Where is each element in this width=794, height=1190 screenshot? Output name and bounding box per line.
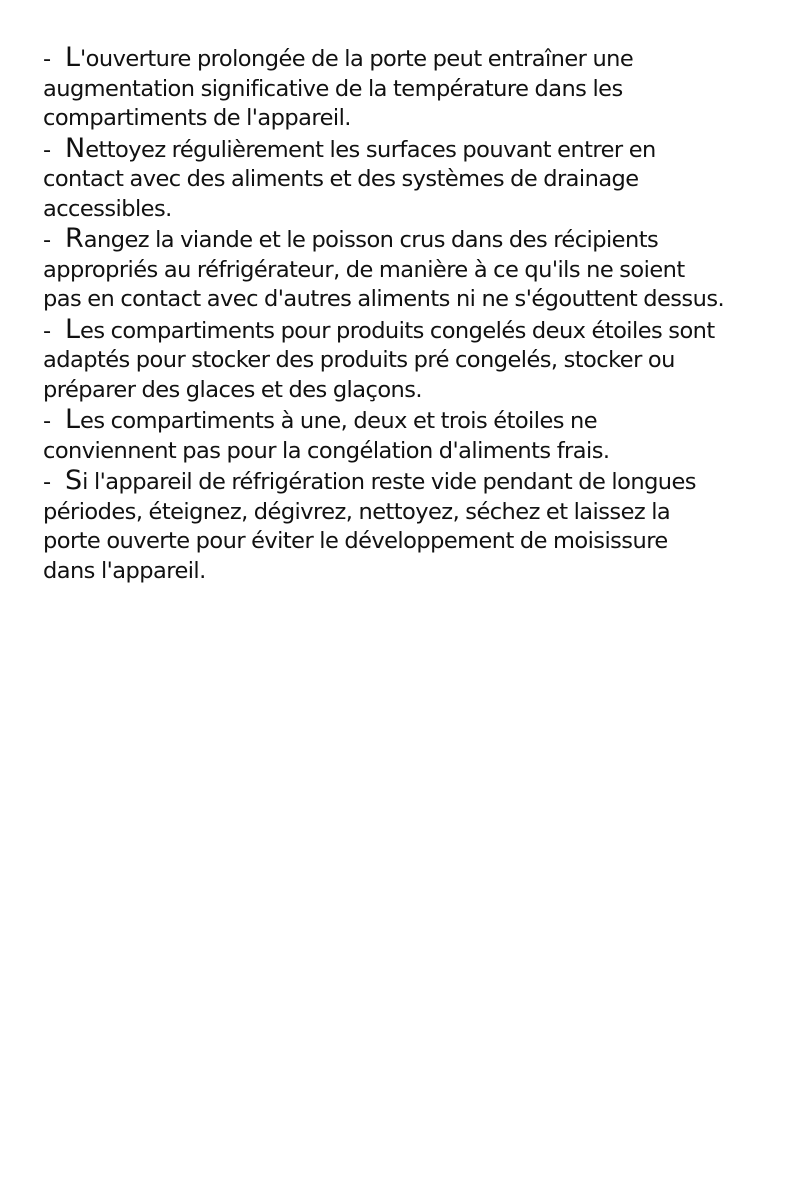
line-text: préparer des glaces et des glaçons.: [43, 376, 423, 403]
list-item: [43, 224, 783, 315]
list-item: [43, 466, 783, 586]
bullet-list: [43, 43, 783, 586]
text-line: [43, 256, 783, 286]
line-text: pas en contact avec d'autres aliments ni ne s'égouttent dessus.: [43, 286, 725, 312]
bullet-dash: -: [43, 317, 51, 344]
document-page: [43, 43, 783, 586]
line-text: accessibles.: [43, 195, 172, 222]
first-letter: S: [65, 465, 83, 496]
bullet-dash: -: [43, 46, 51, 72]
line-text: contact avec des aliments et des systèmes de drainage: [43, 166, 639, 192]
list-item: [43, 405, 783, 466]
line-text: augmentation significative de la température dans les: [43, 75, 623, 102]
text-line: [43, 466, 783, 498]
bullet-dash: -: [43, 408, 51, 434]
first-letter: N: [65, 132, 86, 164]
line-text: compartiments de l'appareil.: [43, 105, 351, 131]
text-line: [43, 437, 783, 467]
first-letter: R: [65, 223, 84, 254]
text-line: [43, 405, 783, 437]
line-text: conviennent pas pour la congélation d'aliments frais.: [43, 437, 610, 464]
line-text: ettoyez régulièrement les surfaces pouvant entrer en: [85, 136, 656, 163]
text-line: [43, 376, 783, 406]
text-line: [43, 498, 783, 528]
text-line: [43, 557, 783, 587]
bullet-dash: -: [43, 227, 51, 253]
line-text: 'ouverture prolongée de la porte peut entraîner une: [80, 46, 634, 72]
line-text: es compartiments pour produits congelés deux étoiles sont: [80, 317, 715, 344]
first-letter: L: [65, 404, 81, 435]
list-item: [43, 315, 783, 406]
text-line: [43, 195, 783, 225]
text-line: [43, 134, 783, 166]
line-text: es compartiments à une, deux et trois étoiles ne: [80, 408, 598, 434]
line-text: dans l'appareil.: [43, 557, 206, 584]
line-text: porte ouverte pour éviter le développement de moisissure: [43, 528, 668, 554]
line-text: adaptés pour stocker des produits pré congelés, stocker ou: [43, 347, 675, 373]
text-line: [43, 224, 783, 256]
list-item: [43, 134, 783, 225]
first-letter: L: [65, 42, 81, 73]
text-line: [43, 43, 783, 75]
text-line: [43, 165, 783, 195]
line-text: appropriés au réfrigérateur, de manière à ce qu'ils ne soient: [43, 256, 685, 283]
first-letter: L: [65, 313, 81, 345]
text-line: [43, 527, 783, 557]
text-line: [43, 346, 783, 376]
bullet-dash: -: [43, 136, 51, 163]
bullet-dash: -: [43, 469, 51, 495]
line-text: périodes, éteignez, dégivrez, nettoyez, séchez et laissez la: [43, 498, 671, 525]
line-text: i l'appareil de réfrigération reste vide pendant de longues: [82, 469, 696, 495]
text-line: [43, 285, 783, 315]
text-line: [43, 104, 783, 134]
list-item: [43, 43, 783, 134]
text-line: [43, 75, 783, 105]
text-line: [43, 315, 783, 347]
line-text: angez la viande et le poisson crus dans des récipients: [83, 227, 659, 253]
